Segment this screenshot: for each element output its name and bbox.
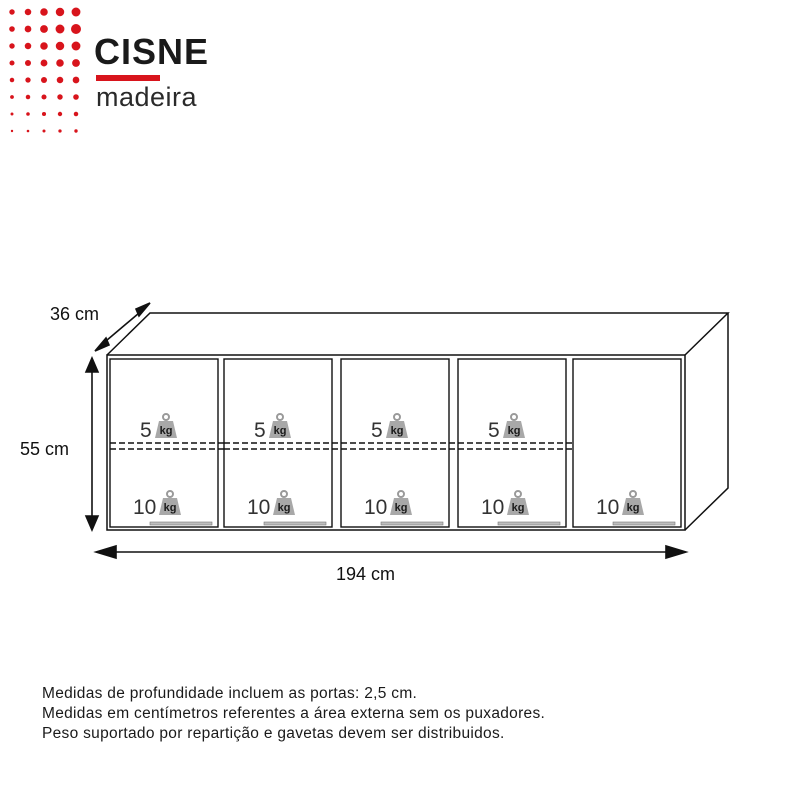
upper-load-value: 5 <box>140 419 152 442</box>
note-line: Medidas em centímetros referentes a área externa sem os puxadores. <box>42 705 546 722</box>
height-dimension-arrow <box>86 358 98 530</box>
weight-unit-label: kg <box>159 425 173 437</box>
weight-unit-label: kg <box>394 502 408 514</box>
weight-unit-label: kg <box>507 425 521 437</box>
door-handle <box>264 522 326 525</box>
depth-dimension-arrow <box>95 303 150 351</box>
door-handle <box>150 522 212 525</box>
weight-unit-label: kg <box>626 502 640 514</box>
door-handle <box>613 522 675 525</box>
upper-load-value: 5 <box>254 419 266 442</box>
cabinet-top-face <box>107 313 728 355</box>
note-line: Peso suportado por repartição e gavetas devem ser distribuidos. <box>42 725 505 742</box>
lower-load-value: 10 <box>364 496 388 519</box>
weight-unit-label: kg <box>273 425 287 437</box>
upper-load-value: 5 <box>488 419 500 442</box>
lower-load-value: 10 <box>596 496 620 519</box>
door-handle <box>498 522 560 525</box>
brand-subtitle: madeira <box>96 82 198 112</box>
weight-unit-label: kg <box>511 502 525 514</box>
lower-load-value: 10 <box>247 496 271 519</box>
lower-load-value: 10 <box>133 496 157 519</box>
notes-block <box>42 684 545 744</box>
weight-unit-label: kg <box>163 502 177 514</box>
lower-load-value: 10 <box>481 496 505 519</box>
note-line: Medidas de profundidade incluem as portas: 2,5 cm. <box>42 685 418 702</box>
brand-name: CISNE <box>94 31 210 72</box>
cabinet-side-face <box>685 313 728 530</box>
width-dimension-arrow <box>96 546 686 558</box>
height-label: 55 cm <box>20 439 70 459</box>
depth-label: 36 cm <box>50 304 100 324</box>
upper-load-value: 5 <box>371 419 383 442</box>
weight-unit-label: kg <box>390 425 404 437</box>
door-handle <box>381 522 443 525</box>
width-label: 194 cm <box>336 564 396 584</box>
weight-unit-label: kg <box>277 502 291 514</box>
